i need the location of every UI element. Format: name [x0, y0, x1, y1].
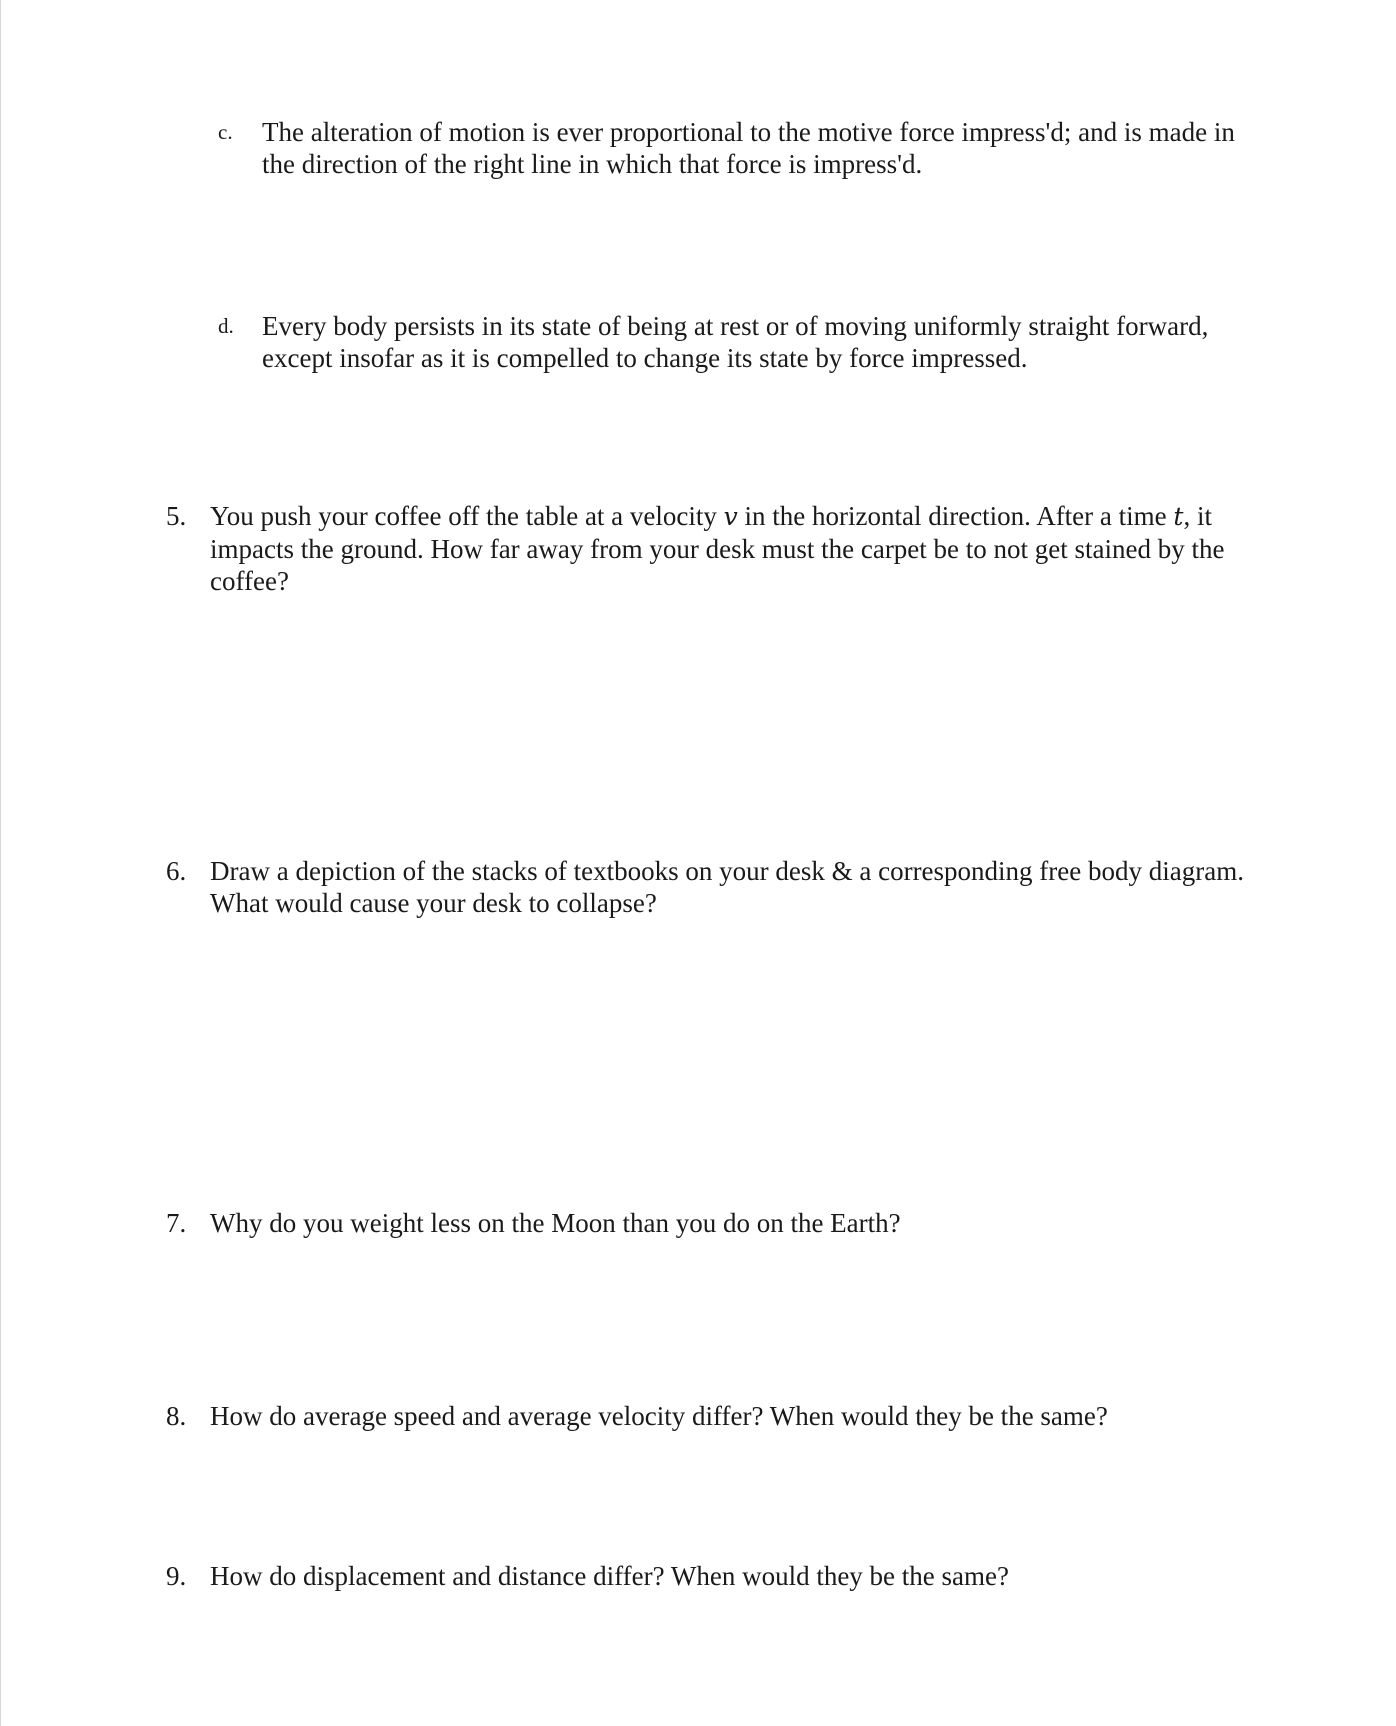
subitem-marker: d. [218, 314, 234, 338]
question-text-part: , it impacts the ground. How far away from your desk must the carpet be to not get stained by the coffee? [210, 501, 1225, 596]
question-text [210, 500, 1290, 597]
question-number: 5. [166, 501, 187, 531]
question-text: How do displacement and distance differ? When would they be the same? [210, 1561, 1009, 1591]
question-text-part: You push your coffee off the table at a velocity [210, 501, 724, 531]
question-number: 7. [166, 1208, 187, 1238]
velocity-variable: v [723, 502, 738, 531]
subitem-marker: c. [218, 120, 233, 144]
question-number: 8. [166, 1401, 187, 1431]
question-number: 9. [166, 1561, 187, 1591]
question-text-part: in the horizontal direction. After a time [737, 501, 1174, 531]
question-number: 6. [166, 856, 187, 886]
subitem-text: The alteration of motion is ever proportional to the motive force impress'd; and is made in the direction of the right line in which that force is impress'd. [262, 117, 1235, 179]
subitem-text: Every body persists in its state of being at rest or of moving uniformly straight forward, except insofar as it is compelled to change its state by force impressed. [262, 311, 1209, 373]
question-text: Why do you weight less on the Moon than you do on the Earth? [210, 1208, 901, 1238]
question-text: How do average speed and average velocity differ? When would they be the same? [210, 1401, 1108, 1431]
time-variable: t [1173, 502, 1184, 531]
page-edge [0, 0, 1, 1726]
question-text: Draw a depiction of the stacks of textbooks on your desk & a corresponding free body diagram. What would cause your desk to collapse? [210, 856, 1244, 918]
